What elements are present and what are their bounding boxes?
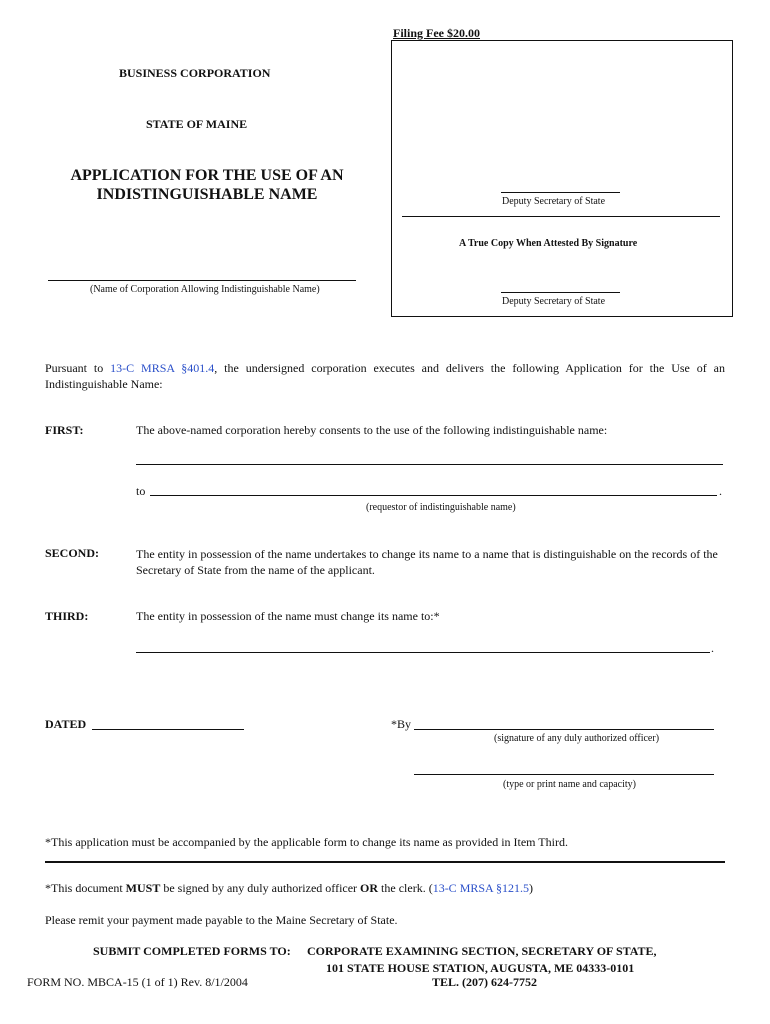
corporation-name-line[interactable]	[48, 280, 356, 281]
submit-label: SUBMIT COMPLETED FORMS TO:	[93, 944, 291, 958]
form-title-line-1: APPLICATION FOR THE USE OF AN	[70, 167, 344, 184]
new-name-line[interactable]	[136, 652, 710, 653]
third-text: The entity in possession of the name must change its name to:*	[136, 609, 440, 623]
remit-note: Please remit your payment made payable to the Maine Secretary of State.	[45, 913, 398, 927]
signed-note-must: MUST	[125, 881, 161, 895]
dated-line[interactable]	[92, 729, 244, 730]
signed-note-mid: be signed by any duly authorized officer	[160, 881, 361, 895]
requestor-name-line[interactable]	[150, 495, 717, 496]
form-title	[48, 166, 366, 204]
intro-text-post: , the undersigned corporation executes and delivers the following Application for the Use of an Indistinguishable Name:	[45, 361, 725, 391]
statute-link-401[interactable]: 13-C MRSA §401.4	[110, 361, 215, 375]
first-text: The above-named corporation hereby consents to the use of the following indistinguishable name:	[136, 423, 608, 437]
signed-note-or: OR	[360, 881, 379, 895]
print-name-caption: (type or print name and capacity)	[503, 779, 636, 790]
corporation-name-caption: (Name of Corporation Allowing Indistinguishable Name)	[90, 284, 320, 295]
accompanied-note: *This application must be accompanied by the applicable form to change its name as provided in Item Third.	[45, 835, 568, 849]
telephone: TEL. (207) 624-7752	[432, 975, 537, 989]
intro-text-pre: Pursuant to	[45, 361, 111, 375]
notes-divider	[45, 861, 725, 863]
statute-link-121[interactable]: 13-C MRSA §121.5	[432, 881, 530, 895]
filing-fee-label: Filing Fee $20.00	[393, 26, 480, 40]
signed-note-post: the clerk. (	[378, 881, 433, 895]
print-name-line[interactable]	[414, 774, 714, 775]
first-period: .	[719, 484, 722, 498]
filing-box	[391, 40, 733, 317]
deputy-secretary-label-2: Deputy Secretary of State	[502, 296, 606, 307]
third-period: .	[711, 641, 714, 655]
signed-note-close: )	[529, 881, 534, 895]
filing-box-divider	[402, 216, 720, 217]
third-label: THIRD:	[45, 609, 89, 623]
by-label: *By	[391, 717, 412, 731]
first-label: FIRST:	[45, 423, 84, 437]
business-corporation-heading: BUSINESS CORPORATION	[119, 66, 271, 80]
address-line-2: 101 STATE HOUSE STATION, AUGUSTA, ME 04333-0101	[326, 961, 635, 975]
deputy-signature-line-2[interactable]	[501, 292, 620, 293]
requestor-caption: (requestor of indistinguishable name)	[366, 502, 516, 513]
signed-note	[45, 881, 533, 896]
deputy-secretary-label-1: Deputy Secretary of State	[502, 196, 606, 207]
state-heading: STATE OF MAINE	[146, 117, 248, 131]
true-copy-label: A True Copy When Attested By Signature	[459, 238, 638, 249]
second-text: The entity in possession of the name undertakes to change its name to a name that is distinguishable on the records of the Secretary of State from the name of the applicant.	[136, 547, 718, 577]
signature-caption: (signature of any duly authorized officer)	[494, 733, 660, 744]
signed-note-pre: *This document	[45, 881, 126, 895]
dated-label: DATED	[45, 717, 87, 731]
deputy-signature-line-1[interactable]	[501, 192, 620, 193]
to-prefix: to	[136, 484, 146, 498]
officer-signature-line[interactable]	[414, 729, 714, 730]
indistinguishable-name-line[interactable]	[136, 464, 723, 465]
form-title-line-2: INDISTINGUISHABLE NAME	[96, 186, 318, 203]
intro-paragraph	[45, 360, 725, 392]
address-line-1: CORPORATE EXAMINING SECTION, SECRETARY OF STATE,	[307, 944, 657, 958]
form-number: FORM NO. MBCA-15 (1 of 1) Rev. 8/1/2004	[27, 975, 248, 989]
second-label: SECOND:	[45, 546, 100, 560]
